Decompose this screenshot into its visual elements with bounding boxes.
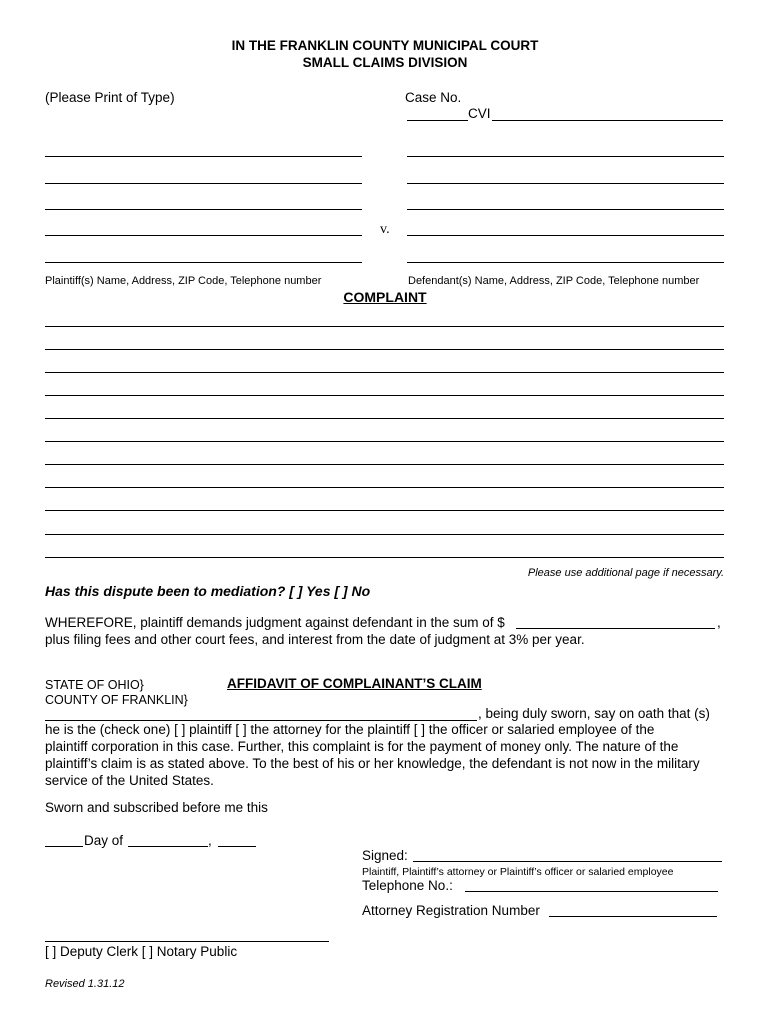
case-no-prefix-field[interactable] bbox=[407, 120, 468, 121]
affidavit-body-1[interactable]: he is the (check one) [ ] plaintiff [ ] the attorney for the plaintiff [ ] the officer or salaried employee of the bbox=[45, 722, 655, 737]
defendant-caption: Defendant(s) Name, Address, ZIP Code, Telephone number bbox=[408, 275, 700, 287]
case-no-field[interactable] bbox=[492, 120, 723, 121]
judgment-amount-field[interactable] bbox=[516, 628, 715, 629]
complaint-line-3[interactable] bbox=[45, 372, 724, 373]
affidavit-heading: AFFIDAVIT OF COMPLAINANT’S CLAIM bbox=[227, 676, 482, 691]
additional-page-note: Please use additional page if necessary. bbox=[527, 567, 724, 579]
state-label: STATE OF OHIO} bbox=[45, 678, 144, 692]
day-field[interactable] bbox=[45, 846, 83, 847]
complaint-line-8[interactable] bbox=[45, 487, 724, 488]
plaintiff-line-4[interactable] bbox=[45, 235, 362, 236]
complaint-line-5[interactable] bbox=[45, 418, 724, 419]
plaintiff-line-5[interactable] bbox=[45, 262, 362, 263]
defendant-line-5[interactable] bbox=[407, 262, 724, 263]
complaint-line-7[interactable] bbox=[45, 464, 724, 465]
affidavit-body-4: service of the United States. bbox=[45, 773, 214, 788]
year-field[interactable] bbox=[218, 846, 256, 847]
affiant-name-field[interactable] bbox=[45, 720, 477, 721]
attorney-reg-field[interactable] bbox=[549, 916, 717, 917]
telephone-label: Telephone No.: bbox=[362, 878, 453, 893]
signed-caption: Plaintiff, Plaintiff’s attorney or Plaintiff’s officer or salaried employee bbox=[362, 866, 674, 878]
division-title: SMALL CLAIMS DIVISION bbox=[302, 55, 468, 70]
complaint-line-11[interactable] bbox=[45, 557, 724, 558]
court-title: IN THE FRANKLIN COUNTY MUNICIPAL COURT bbox=[231, 38, 539, 53]
defendant-line-1[interactable] bbox=[407, 156, 724, 157]
complaint-heading: COMPLAINT bbox=[343, 289, 427, 305]
month-field[interactable] bbox=[128, 846, 208, 847]
affidavit-body-2: plaintiff corporation in this case. Further, this complaint is for the payment of money only. The nature of the bbox=[45, 739, 679, 754]
case-no-label: Case No. bbox=[405, 90, 462, 105]
wherefore-text-2: plus filing fees and other court fees, and interest from the date of judgment at 3% per year. bbox=[45, 632, 585, 647]
complaint-line-9[interactable] bbox=[45, 510, 724, 511]
clerk-signature-field[interactable] bbox=[45, 941, 329, 942]
versus-label: v. bbox=[380, 222, 390, 237]
print-note: (Please Print of Type) bbox=[45, 90, 175, 105]
telephone-field[interactable] bbox=[465, 891, 718, 892]
mediation-question[interactable]: Has this dispute been to mediation? [ ] Yes [ ] No bbox=[45, 583, 371, 599]
signed-label: Signed: bbox=[362, 848, 408, 863]
complaint-line-6[interactable] bbox=[45, 441, 724, 442]
defendant-line-4[interactable] bbox=[407, 235, 724, 236]
wherefore-text: WHEREFORE, plaintiff demands judgment against defendant in the sum of $ bbox=[45, 615, 505, 630]
defendant-line-3[interactable] bbox=[407, 209, 724, 210]
complaint-line-10[interactable] bbox=[45, 534, 724, 535]
complaint-line-4[interactable] bbox=[45, 395, 724, 396]
complaint-line-1[interactable] bbox=[45, 326, 724, 327]
complaint-line-2[interactable] bbox=[45, 349, 724, 350]
wherefore-comma: , bbox=[717, 615, 721, 630]
sworn-text: , being duly sworn, say on oath that (s) bbox=[478, 706, 710, 721]
attorney-reg-label: Attorney Registration Number bbox=[362, 903, 540, 918]
clerk-options[interactable]: [ ] Deputy Clerk [ ] Notary Public bbox=[45, 944, 238, 959]
day-of-label: Day of bbox=[84, 833, 124, 848]
plaintiff-line-2[interactable] bbox=[45, 183, 362, 184]
affidavit-body-3: plaintiff’s claim is as stated above. To the best of his or her knowledge, the defendant is not now in the military bbox=[45, 756, 700, 771]
county-label: COUNTY OF FRANKLIN} bbox=[45, 693, 188, 707]
revised-date: Revised 1.31.12 bbox=[45, 978, 125, 990]
plaintiff-caption: Plaintiff(s) Name, Address, ZIP Code, Telephone number bbox=[45, 275, 322, 287]
signature-field[interactable] bbox=[413, 861, 722, 862]
cvi-label: CVI bbox=[468, 106, 491, 121]
date-comma: , bbox=[208, 833, 212, 848]
defendant-line-2[interactable] bbox=[407, 183, 724, 184]
plaintiff-line-3[interactable] bbox=[45, 209, 362, 210]
sworn-before-text: Sworn and subscribed before me this bbox=[45, 800, 268, 815]
plaintiff-line-1[interactable] bbox=[45, 156, 362, 157]
